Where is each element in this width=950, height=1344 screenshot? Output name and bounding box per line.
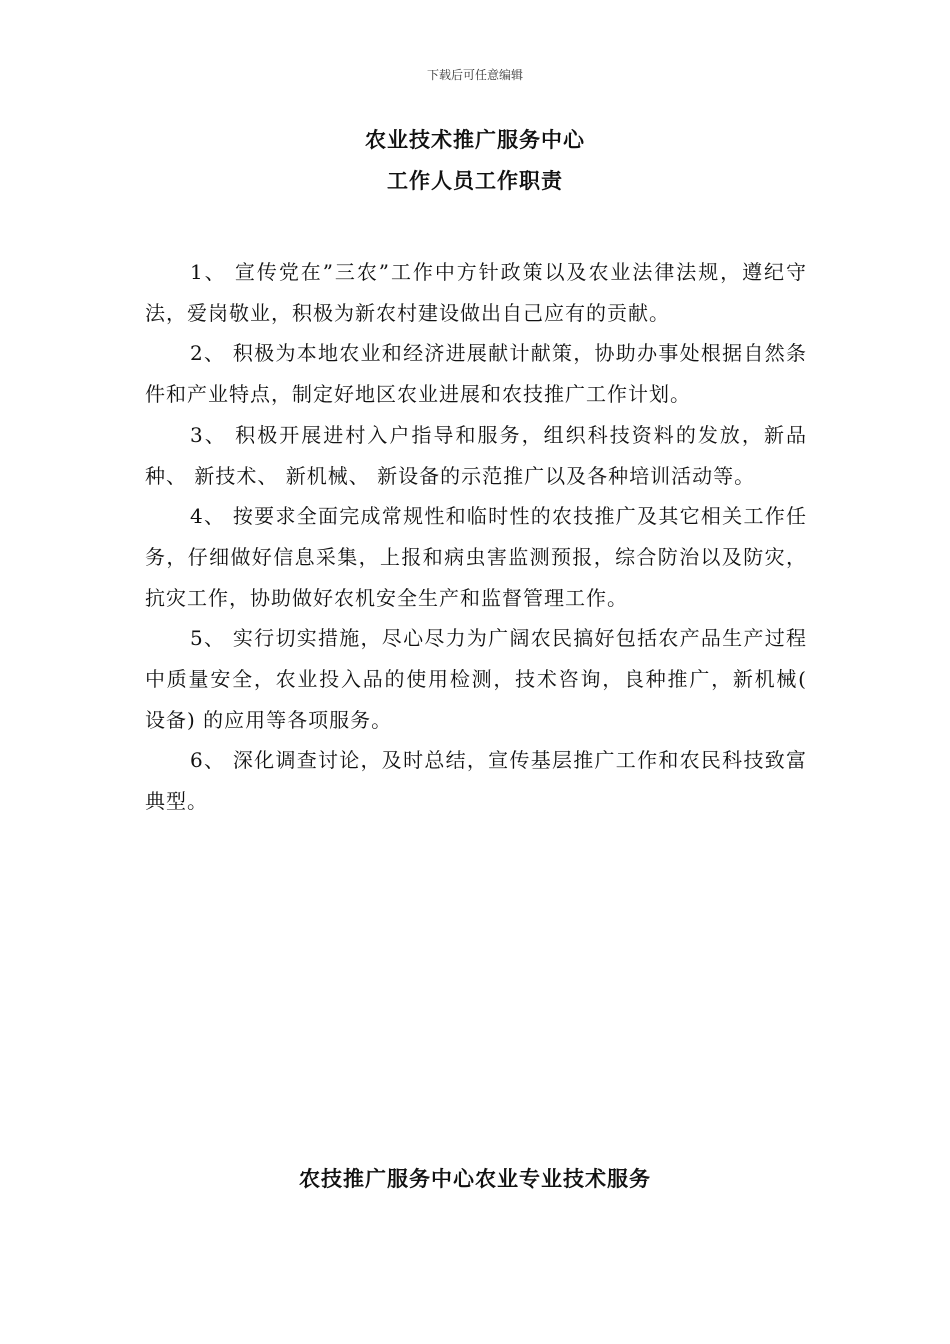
section-title: 农技推广服务中心农业专业技术服务 — [299, 1167, 651, 1191]
duty-paragraph-1: 1、 宣传党在”三农”工作中方针政策以及农业法律法规，遵纪守法，爱岗敬业，积极为新农村建设做出自己应有的贡献。 — [145, 260, 807, 325]
document-title-line-2: 工作人员工作职责 — [387, 169, 563, 193]
duty-paragraph-3: 3、 积极开展进村入户指导和服务，组织科技资料的发放，新品种、 新技术、 新机械、 新设备的示范推广以及各种培训活动等。 — [145, 422, 807, 488]
duty-paragraph-5: 5、 实行切实措施，尽心尽力为广阔农民搞好包括农产品生产过程中质量安全，农业投入品的使用检测，技术咨询，良种推广，新机械( 设备) 的应用等各项服务。 — [145, 626, 807, 732]
header-note: 下载后可任意编辑 — [426, 68, 523, 82]
duty-paragraph-6: 6、 深化调查讨论，及时总结，宣传基层推广工作和农民科技致富典型。 — [145, 748, 807, 814]
document-title-line-1: 农业技术推广服务中心 — [365, 128, 585, 152]
duties-body — [145, 252, 807, 822]
duty-paragraph-4: 4、 按要求全面完成常规性和临时性的农技推广及其它相关工作任务，仔细做好信息采集，上报和病虫害监测预报，综合防治以及防灾，抗灾工作，协助做好农机安全生产和监督管理工作。 — [145, 504, 807, 610]
duty-paragraph-2: 2、 积极为本地农业和经济进展献计献策，协助办事处根据自然条件和产业特点，制定好地区农业进展和农技推广工作计划。 — [145, 341, 807, 407]
